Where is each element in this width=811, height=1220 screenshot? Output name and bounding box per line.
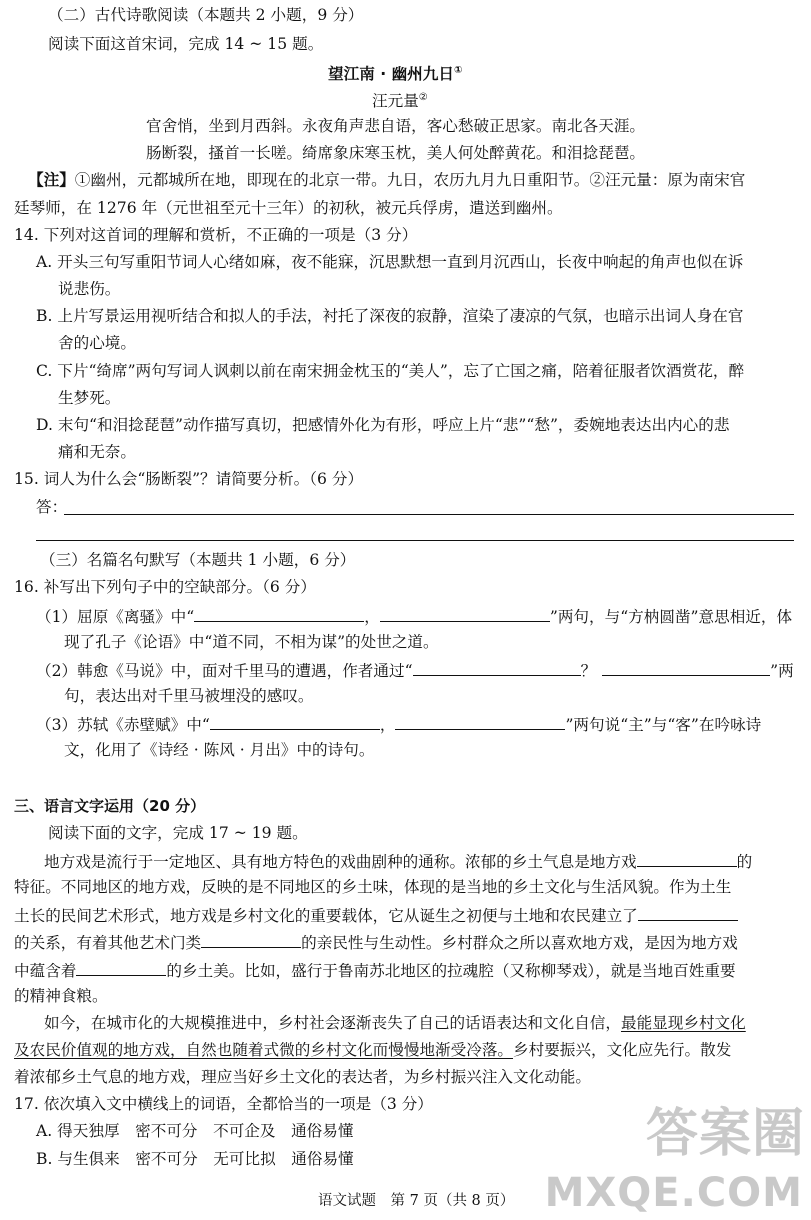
passage-p1-line-2: 特征。不同地区的地方戏，反映的是不同地区的乡土味，体现的是当地的乡土文化与生活风貌。作为土生 [14, 878, 732, 896]
question-14-stem: 14. 下列对这首词的理解和赏析，不正确的一项是（3 分） [14, 226, 418, 244]
poem-line-1: 官舍悄，坐到月西斜。永夜角声悲自语，客心愁破正思家。南北各天涯。 [146, 117, 646, 135]
q16-3-blank-1[interactable] [210, 712, 380, 730]
passage-p2-line-2 [14, 1039, 731, 1061]
part-3-title: 三、语言文字运用（20 分） [14, 797, 206, 815]
annotation-line-2: 廷琴师，在 1276 年（元世祖至元十三年）的初秋，被元兵俘虏，遣送到幽州。 [14, 199, 563, 217]
watermark-logo-top: 答案圈 [645, 1104, 805, 1164]
question-15-stem: 15. 词人为什么会“肠断裂”？请简要分析。（6 分） [14, 470, 364, 488]
p1-l1-tail: 的 [736, 853, 753, 871]
passage-blank-4[interactable] [76, 958, 166, 976]
p1-l3-text: 土长的民间艺术形式，地方戏是乡村文化的重要载体，它从诞生之初便与土地和农民建立了 [14, 907, 638, 925]
annotation-tag: 【注】 [28, 170, 75, 189]
poem-title-note-mark: ① [453, 65, 463, 76]
section-2-title: （二）古代诗歌阅读（本题共 2 小题，9 分） [48, 6, 364, 24]
q16-2-separator: ？ [580, 662, 597, 680]
question-16-stem: 16. 补写出下列句子中的空缺部分。（6 分） [14, 578, 316, 596]
passage-p2-line-1 [44, 1012, 746, 1034]
p2-l2-underlined: 及农民价值观的地方戏，自然也随着式微的乡村文化而慢慢地渐受冷落。 [14, 1041, 514, 1059]
poem-title-text: 望江南 · 幽州九日 [328, 65, 454, 84]
q16-3-suffix: ”两句说“主”与“客”在吟咏诗 [565, 716, 762, 734]
question-17-option-b: B. 与生俱来 密不可分 无可比拟 通俗易懂 [36, 1150, 354, 1168]
answer-line-1[interactable] [64, 514, 794, 515]
passage-p1-line-6: 的精神食粮。 [14, 987, 108, 1005]
passage-blank-1[interactable] [637, 849, 737, 867]
poem-author [372, 87, 428, 112]
question-14-option-a-1: A. 开头三句写重阳节词人心绪如麻，夜不能寐，沉思默想一直到月沉西山，长夜中响起的角声也似在诉 [36, 253, 744, 271]
q16-1-blank-1[interactable] [194, 604, 364, 622]
question-14-option-c-1: C. 下片“绮席”两句写词人讽刺以前在南宋拥金枕玉的“美人”，忘了亡国之痛，陪着征服者饮酒赏花，醉 [36, 362, 745, 380]
poem-line-2: 肠断裂，搔首一长嗟。绮席象床寒玉枕，美人何处醉黄花。和泪捻琵琶。 [146, 144, 646, 162]
section-2-instruction: 阅读下面这首宋词，完成 14 ~ 15 题。 [48, 35, 324, 53]
p1-l5-text: 中蕴含着 [14, 962, 77, 980]
answer-line-2[interactable] [36, 540, 794, 541]
question-14-option-d-2: 痛和无奈。 [58, 443, 136, 461]
passage-p1-line-1 [44, 849, 752, 873]
passage-p1-line-5 [14, 958, 736, 982]
q16-2-blank-2[interactable] [602, 658, 770, 676]
question-14-option-d-1: D. 末句“和泪捻琵琶”动作描写真切，把感情外化为有形，呼应上片“悲”“愁”，委婉地表达出内心的悲 [36, 416, 730, 434]
question-14-option-b-2: 舍的心境。 [58, 334, 136, 352]
q16-1-separator: ， [364, 608, 380, 626]
page-footer: 语文试题 第 7 页（共 8 页） [318, 1193, 515, 1209]
p1-l1-text: 地方戏是流行于一定地区、具有地方特色的戏曲剧种的通称。浓郁的乡土气息是地方戏 [44, 853, 637, 871]
question-17-option-a: A. 得天独厚 密不可分 不可企及 通俗易懂 [36, 1122, 354, 1140]
question-14-option-b-1: B. 上片写景运用视听结合和拟人的手法，衬托了深夜的寂静，渲染了凄凉的气氛，也暗示出词人身在官 [36, 307, 744, 325]
part-3-instruction: 阅读下面的文字，完成 17 ~ 19 题。 [48, 824, 308, 842]
q16-1-suffix: ”两句，与“方枘圆凿”意思相近，体 [549, 608, 793, 626]
p1-l5-tail: 的乡土美。比如，盛行于鲁南苏北地区的拉魂腔（又称柳琴戏），就是当地百姓重要 [166, 962, 736, 980]
passage-p1-line-3 [14, 903, 738, 927]
poem-author-note-mark: ② [418, 92, 428, 103]
question-15-answer-label: 答： [36, 498, 68, 516]
p2-l2-text: 乡村要振兴，文化应先行。散发 [513, 1041, 732, 1059]
question-17-stem: 17. 依次填入文中横线上的词语，全都恰当的一项是（3 分） [14, 1095, 433, 1113]
p1-l4-tail: 的亲民性与生动性。乡村群众之所以喜欢地方戏，是因为地方戏 [301, 934, 738, 952]
q16-3-blank-2[interactable] [395, 712, 565, 730]
poem-author-text: 汪元量 [372, 92, 419, 111]
question-14-option-c-2: 生梦死。 [58, 389, 121, 407]
passage-p2-line-3: 着浓郁乡土气息的地方戏，理应当好乡土文化的表达者，为乡村振兴注入文化动能。 [14, 1068, 591, 1086]
question-16-item-3-cont: 文，化用了《诗经 · 陈风 · 月出》中的诗句。 [64, 741, 375, 759]
p1-l4-text: 的关系，有着其他艺术门类 [14, 934, 202, 952]
watermark-logo-bottom: MXQE.COM [544, 1170, 803, 1216]
p2-l1-text: 如今，在城市化的大规模推进中，乡村社会逐渐丧失了自己的话语表达和文化自信， [44, 1014, 621, 1032]
poem-title [328, 60, 462, 85]
passage-blank-2[interactable] [638, 903, 738, 921]
question-16-item-2 [36, 658, 794, 682]
q16-1-prefix: （1）屈原《离骚》中“ [36, 608, 195, 626]
q16-2-suffix: ”两 [770, 662, 794, 680]
passage-p1-line-4 [14, 930, 738, 954]
q16-2-prefix: （2）韩愈《马说》中，面对千里马的遭遇，作者通过“ [36, 662, 413, 680]
q16-1-blank-2[interactable] [380, 604, 550, 622]
q16-3-prefix: （3）苏轼《赤壁赋》中“ [36, 716, 210, 734]
question-16-item-2-cont: 句，表达出对千里马被埋没的感叹。 [64, 687, 314, 705]
question-14-option-a-2: 说悲伤。 [58, 280, 121, 298]
passage-blank-3[interactable] [201, 930, 301, 948]
p2-l1-underlined: 最能显现乡村文化 [620, 1014, 746, 1032]
section-3-title: （三）名篇名句默写（本题共 1 小题，6 分） [40, 551, 356, 569]
q16-3-separator: ， [379, 716, 396, 734]
question-16-item-3 [36, 712, 761, 736]
annotation-text-1: ①幽州，元都城所在地，即现在的北京一带。九日，农历九月九日重阳节。②汪元量：原为南宋官 [74, 171, 746, 189]
q16-2-blank-1[interactable] [413, 658, 581, 676]
question-16-item-1 [36, 604, 792, 628]
question-16-item-1-cont: 现了孔子《论语》中“道不同，不相为谋”的处世之道。 [64, 633, 439, 651]
annotation-line-1 [28, 169, 745, 191]
